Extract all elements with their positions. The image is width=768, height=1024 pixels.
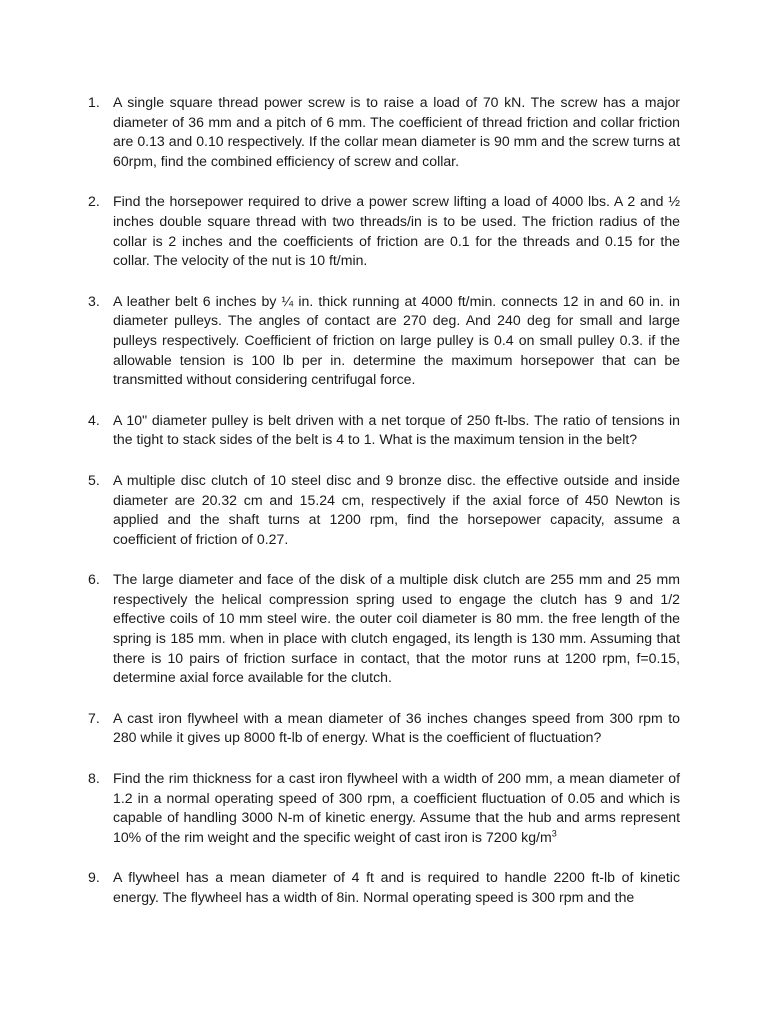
problem-list — [88, 93, 680, 929]
problem-number: 1. — [88, 94, 100, 110]
problem-text: A flywheel has a mean diameter of 4 ft and is required to handle 2200 ft-lb of kinetic energy. The flywheel has a width of 8in. Normal operating speed is 300 rpm and the — [113, 869, 680, 905]
problem-text: The large diameter and face of the disk of a multiple disk clutch are 255 mm and 25 mm respectively the helical compression spring used to engage the clutch has 9 and 1/2 effective coils of 10 mm steel wire. the outer coil diameter is 80 mm. the free length of the spring is 185 mm. when in place with clutch engaged, its length is 130 mm. Assuming that there is 10 pairs of friction surface in contact, that the motor runs at 1200 rpm, f=0.15, determine axial force available for the clutch. — [113, 571, 680, 686]
problem-number: 9. — [88, 869, 100, 886]
problem-item-7 — [88, 709, 680, 748]
problem-number: 7. — [88, 709, 100, 726]
problem-text: Find the rim thickness for a cast iron flywheel with a width of 200 mm, a mean diameter of 1.2 in a normal operating speed of 300 rpm, a coefficient fluctuation of 0.05 and which is capable of handling 3000 N-m of kinetic energy. Assume that the hub and arms represent 10% of the rim weight and the specific weight of cast iron is 7200 kg/m — [113, 770, 680, 845]
problem-item-3 — [88, 292, 680, 390]
problem-text: A cast iron flywheel with a mean diameter of 36 inches changes speed from 300 rpm to 280 while it gives up 8000 ft-lb of energy. What is the coefficient of fluctuation? — [113, 709, 680, 746]
problem-item-8 — [88, 769, 680, 847]
problem-number: 5. — [88, 471, 100, 488]
problem-item-9 — [88, 868, 680, 907]
problem-item-5 — [88, 471, 680, 549]
problem-item-1 — [88, 93, 680, 171]
unit-superscript: 3 — [551, 828, 557, 839]
problem-number: 6. — [88, 571, 100, 588]
problem-text: A single square thread power screw is to raise a load of 70 kN. The screw has a major diameter of 36 mm and a pitch of 6 mm. The coefficient of thread friction and collar friction are 0.13 and 0.10 respectively. If the collar mean diameter is 90 mm and the screw turns at 60rpm, find the combined efficiency of screw and collar. — [113, 94, 680, 169]
problem-item-6 — [88, 570, 680, 688]
problem-number: 2. — [88, 193, 100, 210]
problem-item-2 — [88, 192, 680, 270]
problem-text: A 10" diameter pulley is belt driven with a net torque of 250 ft-lbs. The ratio of tensions in the tight to stack sides of the belt is 4 to 1. What is the maximum tension in the belt? — [113, 411, 680, 448]
problem-number: 3. — [88, 292, 100, 309]
problem-text: Find the horsepower required to drive a power screw lifting a load of 4000 lbs. A 2 and ½ inches double square thread with two threads/in is to be used. The friction radius of the collar is 2 inches and the coefficients of friction are 0.1 for the threads and 0.15 for the collar. The velocity of the nut is 10 ft/min. — [113, 193, 680, 269]
problem-item-4 — [88, 411, 680, 450]
problem-text: A leather belt 6 inches by ¼ in. thick running at 4000 ft/min. connects 12 in and 60 in. in diameter pulleys. The angles of contact are 270 deg. And 240 deg for small and large pulleys respectively. Coefficient of friction on large pulley is 0.4 on small pulley 0.3. if the allowable tension is 100 lb per in. determine the maximum horsepower that can be transmitted without considering centrifugal force. — [113, 292, 680, 388]
problem-text: A multiple disc clutch of 10 steel disc and 9 bronze disc. the effective outside and inside diameter are 20.32 cm and 15.24 cm, respectively if the axial force of 450 Newton is applied and the shaft turns at 1200 rpm, find the horsepower capacity, assume a coefficient of friction of 0.27. — [113, 471, 680, 547]
problem-text-with-unit — [113, 769, 680, 847]
problem-number: 8. — [88, 770, 100, 787]
problem-number: 4. — [88, 411, 100, 428]
